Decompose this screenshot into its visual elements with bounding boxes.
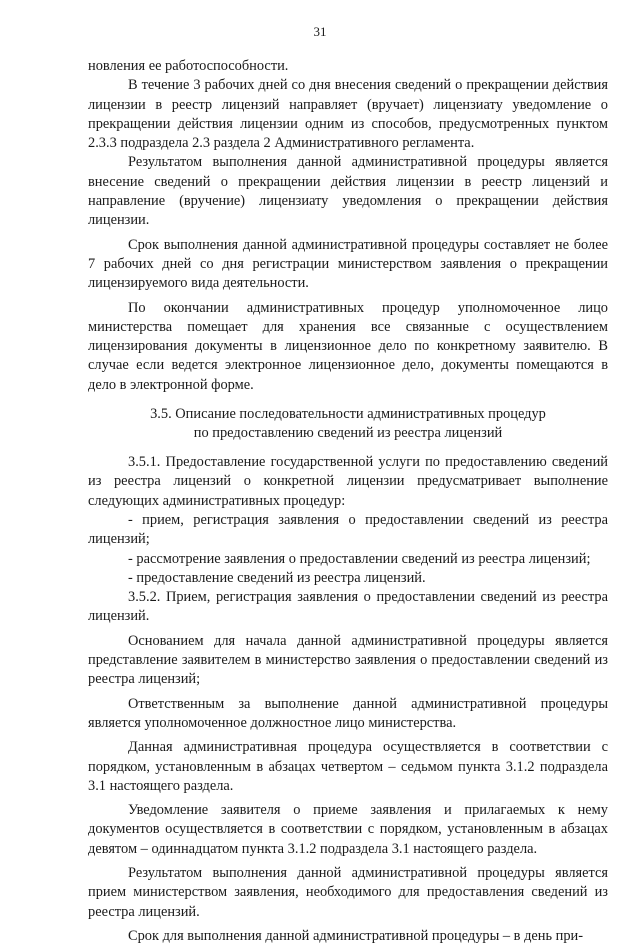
document-body	[88, 57, 608, 946]
paragraph: новления ее работоспособности.	[88, 58, 289, 74]
list-item: - предоставление сведений из реестра лицензий.	[128, 569, 426, 586]
page-number: 31	[313, 24, 327, 39]
list-item: - прием, регистрация заявления о предоставлении сведений из реестра лицензий;	[88, 511, 608, 548]
paragraph: Результатом выполнения данной административной процедуры является внесение сведений о прекращении действия лицензии в реестр лицензий и направление (вручение) лицензиату уведомления о прекращении действия лицензии.	[88, 154, 608, 229]
paragraph: Срок выполнения данной административной процедуры составляет не более 7 рабочих дней со дня регистрации министерством заявления о прекращении лицензируемого вида деятельности.	[88, 236, 608, 292]
paragraph: Результатом выполнения данной административной процедуры является прием министерством заявления, необходимого для предоставления сведений из реестра лицензий.	[88, 864, 608, 920]
section-heading	[88, 405, 608, 443]
paragraph: По окончании административных процедур уполномоченное лицо министерства помещает для хранения все связанные с осуществлением лицензирования документы в лицензионное дело по конкретному заявителю. В случае если ведется электронное лицензионное дело, документы помещаются в дело в электронной форме.	[88, 299, 608, 393]
section-heading-line: 3.5. Описание последовательности административных процедур	[150, 406, 546, 423]
paragraph: 3.5.2. Прием, регистрация заявления о предоставлении сведений из реестра лицензий.	[88, 589, 608, 625]
list-item: - рассмотрение заявления о предоставлении сведений из реестра лицензий;	[128, 550, 591, 567]
section-heading-line: по предоставлению сведений из реестра лицензий	[193, 425, 503, 442]
paragraph: Срок для выполнения данной административной процедуры – в день при-	[128, 927, 584, 944]
paragraph: Данная административная процедура осуществляется в соответствии с порядком, установленным в абзацах четвертом – седьмом пункта 3.1.2 подраздела 3.1 настоящего раздела.	[88, 739, 608, 794]
paragraph: Уведомление заявителя о приеме заявления и прилагаемых к нему документов осуществляется в соответствии с порядком, установленным в абзацах девятом – одиннадцатом пункта 3.1.2 подраздела 3.1 настоящего раздела.	[88, 802, 608, 857]
paragraph: В течение 3 рабочих дней со дня внесения сведений о прекращении действия лицензии в реестр лицензий направляет (вручает) лицензиату уведомление о прекращении действия лицензии одним из способов, предусмотренных пунктом 2.3.3 подраздела 2.3 раздела 2 Административного регламента.	[88, 77, 608, 152]
paragraph: Основанием для начала данной административной процедуры является представление заявителем в министерство заявления о предоставлении сведений из реестра лицензий;	[88, 632, 608, 688]
paragraph: 3.5.1. Предоставление государственной услуги по предоставлению сведений из реестра лицензий о конкретной лицензии предусматривает выполнение следующих административных процедур:	[88, 454, 608, 509]
paragraph: Ответственным за выполнение данной административной процедуры является уполномоченное должностное лицо министерства.	[88, 695, 608, 731]
